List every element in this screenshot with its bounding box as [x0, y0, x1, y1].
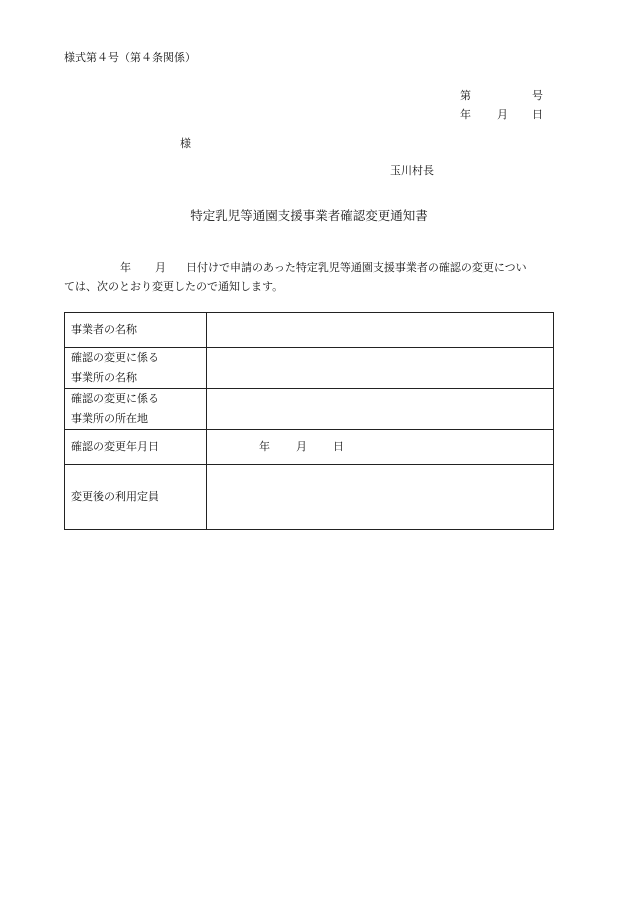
- change-date-day: 日: [333, 440, 344, 453]
- table-row: [65, 389, 554, 430]
- change-details-table: [64, 312, 554, 530]
- row-label-capacity: 変更後の利用定員: [65, 465, 207, 530]
- table-row: [65, 313, 554, 348]
- row-value-change-date[interactable]: [207, 430, 554, 465]
- issue-date-month: 月: [497, 108, 508, 121]
- change-date-month: 月: [296, 440, 307, 453]
- row-value-office-name[interactable]: [207, 348, 554, 389]
- document-title: 特定乳児等通園支援事業者確認変更通知書: [190, 208, 428, 223]
- table-row: [65, 430, 554, 465]
- table-row: [65, 465, 554, 530]
- change-date-year: 年: [259, 440, 270, 453]
- document-number-suffix: 号: [532, 89, 543, 102]
- row-label-office-name: 確認の変更に係る 事業所の名称: [65, 348, 207, 389]
- document-number-prefix: 第: [460, 89, 471, 102]
- body-year: 年: [120, 261, 131, 274]
- issue-date-year: 年: [460, 108, 471, 121]
- body-line1-text: 日付けで申請のあった特定乳児等通園支援事業者の確認の変更につい: [186, 261, 527, 274]
- body-paragraph-line-1: [64, 262, 527, 273]
- body-paragraph-line-2: ては、次のとおり変更したので通知します。: [64, 280, 284, 293]
- row-value-business-name[interactable]: [207, 313, 554, 348]
- row-label-office-address: 確認の変更に係る 事業所の所在地: [65, 389, 207, 430]
- recipient-honorific: 様: [180, 137, 191, 150]
- issuer-name: 玉川村長: [390, 164, 434, 177]
- row-label-business-name: 事業者の名称: [65, 313, 207, 348]
- table-row: [65, 348, 554, 389]
- row-label-change-date: 確認の変更年月日: [65, 430, 207, 465]
- issue-date-day: 日: [532, 108, 543, 121]
- row-value-office-address[interactable]: [207, 389, 554, 430]
- body-month: 月: [155, 261, 166, 274]
- row-value-capacity[interactable]: [207, 465, 554, 530]
- form-number-label: 様式第４号（第４条関係）: [64, 51, 196, 64]
